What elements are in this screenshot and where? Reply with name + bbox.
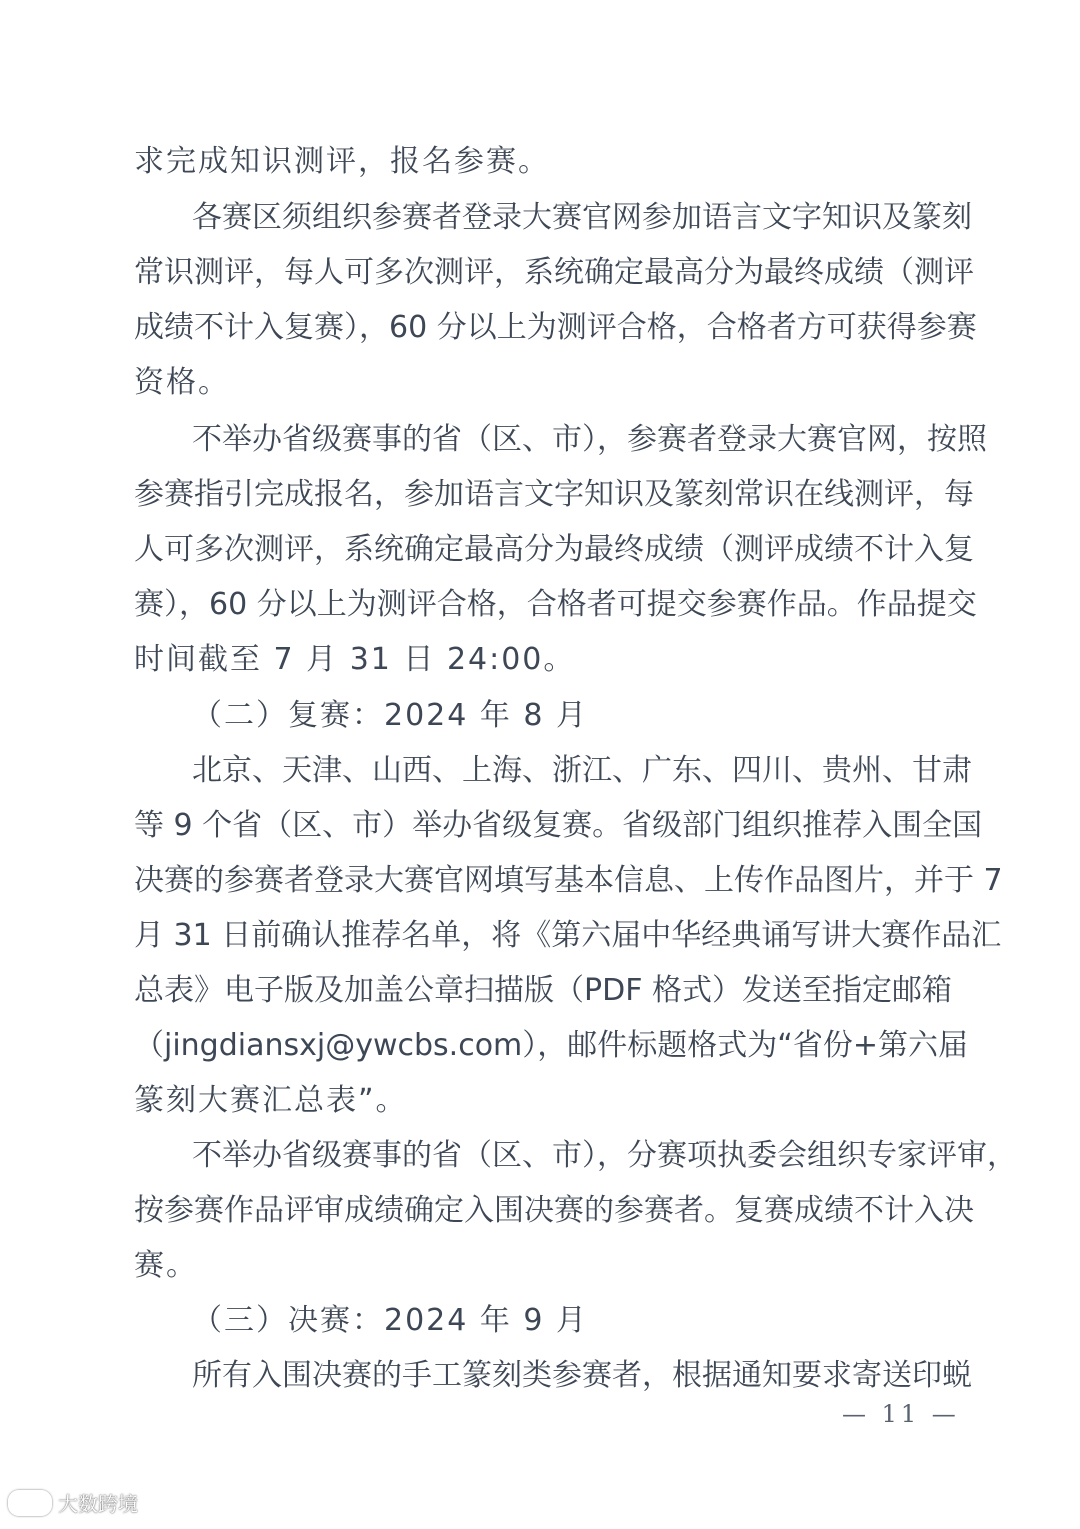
- page-number: — 11 —: [842, 1400, 960, 1428]
- paragraph-line: 参赛指引完成报名，参加语言文字知识及篆刻常识在线测评，每: [134, 477, 974, 512]
- paragraph-line: 成绩不计入复赛），60 分以上为测评合格，合格者方可获得参赛: [134, 310, 977, 345]
- paragraph-line: 决赛的参赛者登录大赛官网填写基本信息、上传作品图片，并于 7: [134, 863, 1003, 898]
- paragraph-line: 常识测评，每人可多次测评，系统确定最高分为最终成绩（测评: [134, 255, 974, 290]
- section-heading: （二）复赛：2024 年 8 月: [192, 698, 589, 733]
- paragraph-line: 篆刻大赛汇总表”。: [134, 1083, 408, 1118]
- paragraph-line: 求完成知识测评，报名参赛。: [134, 144, 550, 179]
- paragraph-line: 赛），60 分以上为测评合格，合格者可提交参赛作品。作品提交: [134, 587, 977, 622]
- paragraph-line: 北京、天津、山西、上海、浙江、广东、四川、贵州、甘肃: [192, 753, 972, 788]
- paragraph-line: 按参赛作品评审成绩确定入围决赛的参赛者。复赛成绩不计入决: [134, 1193, 974, 1228]
- paragraph-line: （jingdiansxj@ywcbs.com），邮件标题格式为“省份+第六届: [134, 1028, 968, 1063]
- paragraph-line: 人可多次测评，系统确定最高分为最终成绩（测评成绩不计入复: [134, 532, 974, 567]
- paragraph-line: 总表》电子版及加盖公章扫描版（PDF 格式）发送至指定邮箱: [134, 973, 952, 1008]
- watermark-text: 大数跨境: [58, 1492, 138, 1516]
- watermark-logo-icon: [8, 1490, 52, 1516]
- section-heading: （三）决赛：2024 年 9 月: [192, 1303, 589, 1338]
- paragraph-line: 等 9 个省（区、市）举办省级复赛。省级部门组织推荐入围全国: [134, 808, 983, 843]
- paragraph-line: 月 31 日前确认推荐名单，将《第六届中华经典诵写讲大赛作品汇: [134, 918, 1002, 953]
- paragraph-line: 不举办省级赛事的省（区、市），分赛项执委会组织专家评审，: [192, 1138, 1017, 1173]
- paragraph-line: 资格。: [134, 365, 230, 400]
- paragraph-line: 不举办省级赛事的省（区、市），参赛者登录大赛官网，按照: [192, 422, 987, 457]
- paragraph-line: 各赛区须组织参赛者登录大赛官网参加语言文字知识及篆刻: [192, 200, 972, 235]
- paragraph-line: 赛。: [134, 1248, 198, 1283]
- paragraph-line: 时间截至 7 月 31 日 24:00。: [134, 642, 576, 677]
- paragraph-line: 所有入围决赛的手工篆刻类参赛者，根据通知要求寄送印蜕: [192, 1358, 972, 1393]
- watermark: [8, 1488, 138, 1517]
